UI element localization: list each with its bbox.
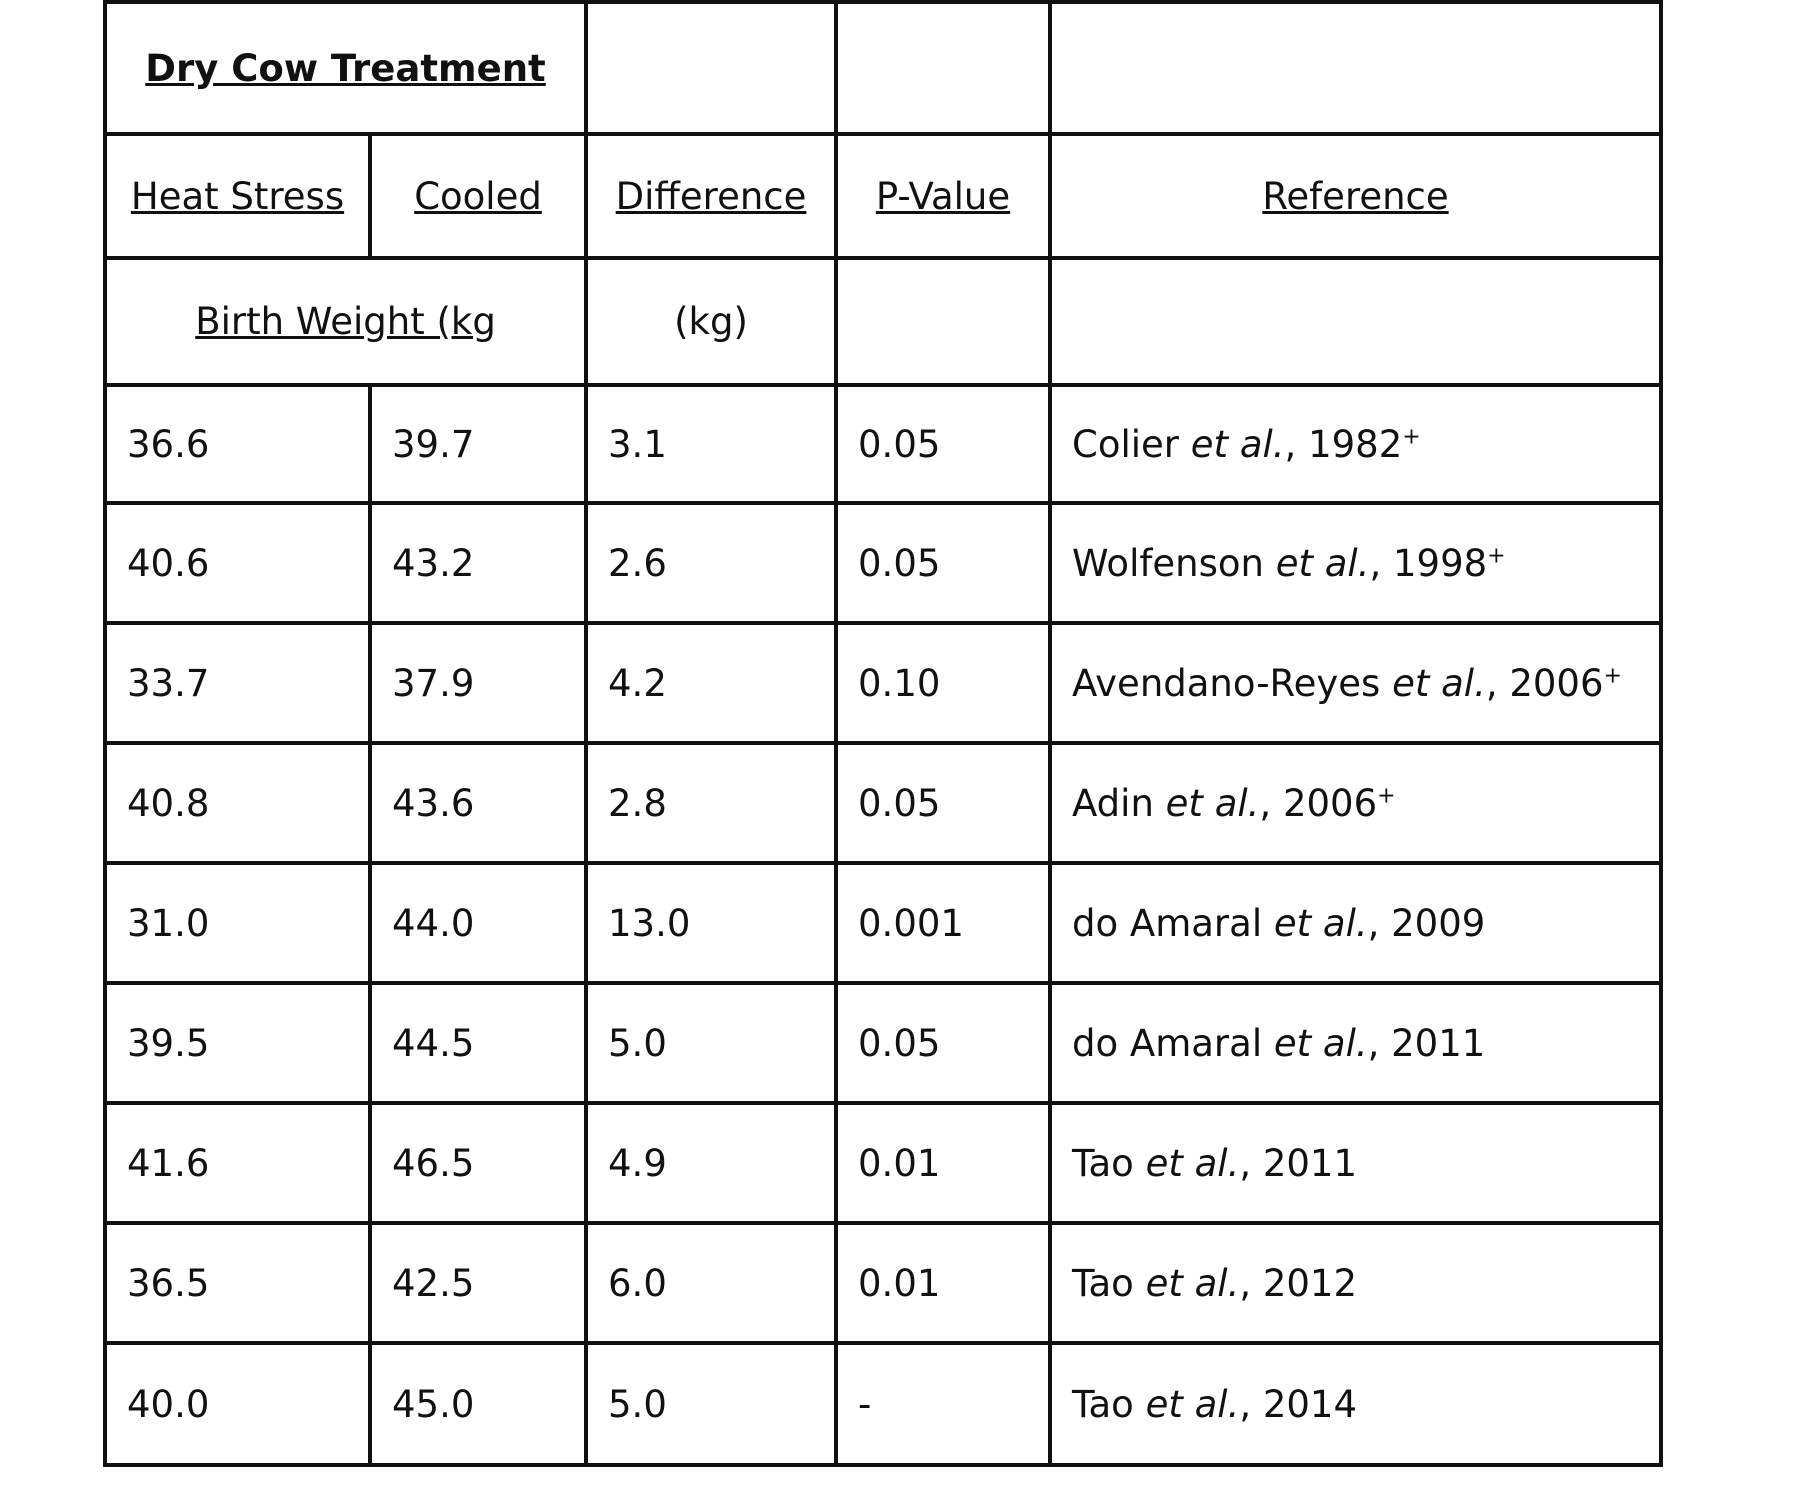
reference-author: Colier — [1072, 422, 1180, 466]
reference-cell — [1050, 983, 1661, 1103]
heat-stress-value: 31.0 — [105, 863, 370, 983]
reference-author: do Amaral — [1072, 901, 1263, 945]
header-difference: Difference — [586, 134, 836, 258]
cooled-value: 44.0 — [370, 863, 586, 983]
heat-stress-value: 39.5 — [105, 983, 370, 1103]
table-title: Dry Cow Treatment — [105, 2, 586, 134]
table-row — [105, 743, 1661, 863]
table-row — [105, 1343, 1661, 1465]
reference-mark: + — [1377, 783, 1396, 809]
p-value: 0.10 — [836, 623, 1050, 743]
reference-cell — [1050, 863, 1661, 983]
reference-author: Tao — [1072, 1141, 1134, 1185]
table-row — [105, 503, 1661, 623]
units-birth-weight: Birth Weight (kg — [195, 300, 496, 343]
header-cooled: Cooled — [370, 134, 586, 258]
empty-cell — [836, 258, 1050, 385]
p-value: 0.001 — [836, 863, 1050, 983]
reference-cell — [1050, 1103, 1661, 1223]
empty-cell — [1050, 258, 1661, 385]
difference-value: 2.8 — [586, 743, 836, 863]
dry-cow-treatment-table — [103, 0, 1663, 1467]
reference-year: , 2014 — [1239, 1382, 1358, 1426]
header-reference: Reference — [1050, 134, 1661, 258]
reference-author: Avendano-Reyes — [1072, 661, 1381, 705]
cooled-value: 46.5 — [370, 1103, 586, 1223]
table-row — [105, 1103, 1661, 1223]
reference-etal: et al. — [1165, 781, 1260, 825]
reference-author: Tao — [1072, 1261, 1134, 1305]
reference-etal: et al. — [1145, 1261, 1240, 1305]
difference-value: 2.6 — [586, 503, 836, 623]
reference-author: Wolfenson — [1072, 541, 1264, 585]
cooled-value: 39.7 — [370, 385, 586, 503]
heat-stress-value: 40.8 — [105, 743, 370, 863]
reference-year: , 2011 — [1239, 1141, 1358, 1185]
cooled-value: 43.2 — [370, 503, 586, 623]
table-row — [105, 983, 1661, 1103]
reference-cell — [1050, 1223, 1661, 1343]
header-p-value: P-Value — [836, 134, 1050, 258]
header-heat-stress: Heat Stress — [105, 134, 370, 258]
reference-etal: et al. — [1190, 422, 1285, 466]
title-row — [105, 2, 1661, 134]
reference-year: , 2009 — [1367, 901, 1486, 945]
reference-mark: + — [1402, 424, 1421, 450]
p-value: 0.05 — [836, 983, 1050, 1103]
reference-etal: et al. — [1273, 901, 1368, 945]
empty-cell — [836, 2, 1050, 134]
reference-cell — [1050, 1343, 1661, 1465]
difference-value: 4.2 — [586, 623, 836, 743]
difference-value: 13.0 — [586, 863, 836, 983]
reference-etal: et al. — [1392, 661, 1486, 705]
cooled-value: 44.5 — [370, 983, 586, 1103]
reference-cell — [1050, 743, 1661, 863]
heat-stress-value: 40.0 — [105, 1343, 370, 1465]
table-row — [105, 1223, 1661, 1343]
heat-stress-value: 36.5 — [105, 1223, 370, 1343]
reference-etal: et al. — [1275, 541, 1370, 585]
units-birth-weight-cell — [105, 258, 586, 385]
heat-stress-value: 41.6 — [105, 1103, 370, 1223]
cooled-value: 43.6 — [370, 743, 586, 863]
reference-cell — [1050, 623, 1661, 743]
heat-stress-value: 36.6 — [105, 385, 370, 503]
reference-mark: + — [1487, 543, 1506, 569]
cooled-value: 42.5 — [370, 1223, 586, 1343]
reference-mark: + — [1603, 663, 1622, 689]
p-value: - — [836, 1343, 1050, 1465]
p-value: 0.05 — [836, 385, 1050, 503]
empty-cell — [1050, 2, 1661, 134]
units-row — [105, 258, 1661, 385]
reference-cell — [1050, 503, 1661, 623]
reference-author: Tao — [1072, 1382, 1134, 1426]
reference-year: , 2006 — [1259, 781, 1378, 825]
table-row — [105, 863, 1661, 983]
empty-cell — [586, 2, 836, 134]
cooled-value: 45.0 — [370, 1343, 586, 1465]
reference-year: , 1998 — [1369, 541, 1488, 585]
reference-etal: et al. — [1145, 1141, 1240, 1185]
heat-stress-value: 40.6 — [105, 503, 370, 623]
p-value: 0.05 — [836, 743, 1050, 863]
difference-value: 5.0 — [586, 1343, 836, 1465]
reference-etal: et al. — [1273, 1021, 1368, 1065]
table-row — [105, 623, 1661, 743]
reference-year: , 2011 — [1367, 1021, 1486, 1065]
table-row — [105, 385, 1661, 503]
reference-etal: et al. — [1145, 1382, 1240, 1426]
reference-year: , 2012 — [1239, 1261, 1358, 1305]
difference-value: 3.1 — [586, 385, 836, 503]
reference-year: , 2006 — [1485, 661, 1604, 705]
units-difference: (kg) — [586, 258, 836, 385]
difference-value: 6.0 — [586, 1223, 836, 1343]
header-row — [105, 134, 1661, 258]
p-value: 0.01 — [836, 1223, 1050, 1343]
difference-value: 5.0 — [586, 983, 836, 1103]
reference-cell — [1050, 385, 1661, 503]
reference-author: Adin — [1072, 781, 1154, 825]
reference-year: , 1982 — [1284, 422, 1403, 466]
difference-value: 4.9 — [586, 1103, 836, 1223]
heat-stress-value: 33.7 — [105, 623, 370, 743]
p-value: 0.05 — [836, 503, 1050, 623]
p-value: 0.01 — [836, 1103, 1050, 1223]
reference-author: do Amaral — [1072, 1021, 1263, 1065]
cooled-value: 37.9 — [370, 623, 586, 743]
